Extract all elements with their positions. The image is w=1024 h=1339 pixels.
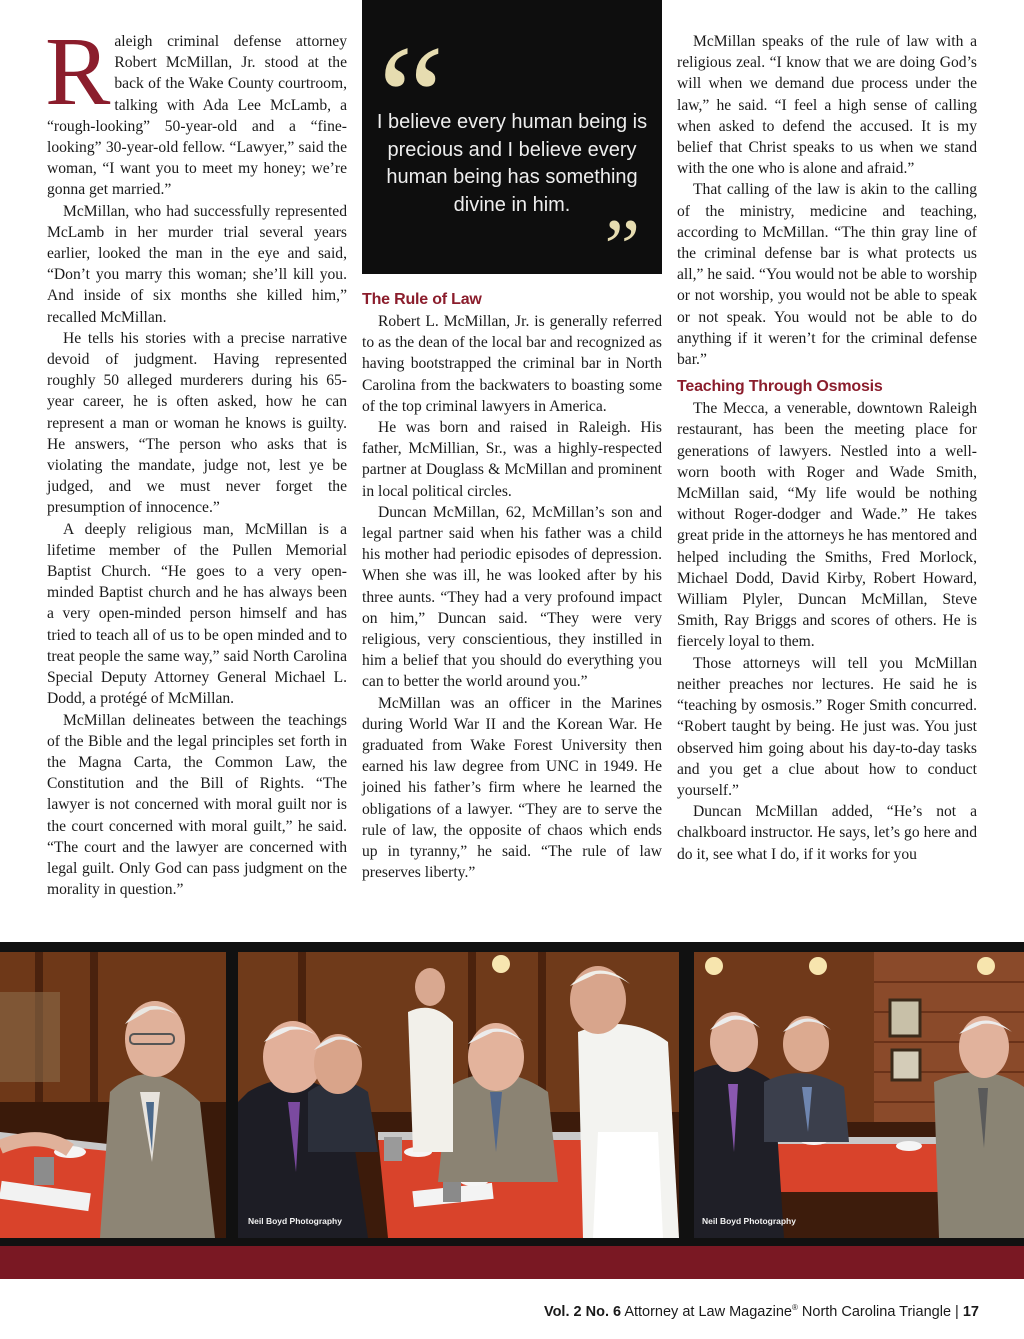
volume-number: Vol. 2 No. 6 (543, 1303, 622, 1320)
section-heading-osmosis: Teaching Through Osmosis (677, 378, 883, 396)
article-column-2 (362, 290, 662, 883)
pull-quote-box (362, 0, 662, 292)
paragraph: Duncan McMillan added, “He’s not a chalkboard instructor. He says, let’s go here and do it, see what I do, if it works for you (677, 803, 977, 863)
paragraph: He was born and raised in Raleigh. His father, McMillian, Sr., was a highly-respected partner at Douglass & McMillan and prominent in local political circles. (362, 419, 662, 500)
paragraph: That calling of the law is akin to the calling of the ministry, medicine and teaching, according to McMillan. “The thin gray line of the criminal defense bar is what protects us all,” he said. “You would not be able to worship or not worship, you would not be able to speak or not speak. You would not be able to do anything if it weren’t for the criminal defense bar.” (677, 181, 977, 369)
footer-separator: | (955, 1303, 959, 1320)
paragraph: McMillan delineates between the teachings of the Bible and the legal principles set forth in the Magna Carta, the Common Law, the Constitution and the Bill of Rights. “The lawyer is not concerned with moral guilt nor is the court concerned with moral guilt,” he said. “The court and the lawyer are concerned with legal guilt. Only God can pass judgment on the morality in question.” (47, 711, 347, 899)
open-quote-icon: “ (378, 15, 445, 181)
magazine-name: Attorney at Law Magazine (624, 1303, 792, 1320)
footer-band (0, 1246, 1024, 1279)
paragraph: McMillan was an officer in the Marines during World War II and the Korean War. He graduated from Wake Forest University then earned his law degree from UNC in 1949. He joined his father’s firm where he learned the obligations of a lawyer. “They are to serve the rule of law, the opposite of chaos which ends up in tyranny,” he said. “The rule of law preserves liberty.” (362, 694, 662, 882)
region-name: North Carolina Triangle (801, 1303, 952, 1320)
page-footer (544, 1303, 979, 1320)
paragraph: aleigh criminal defense attorney Robert McMillan, Jr. stood at the back of the Wake County courtroom, talking with Ada Lee McLamb, a “rough-looking” 50-year-old and a “fine-looking” 30-year-old fellow. “Lawyer,” said the woman, “I want you to meet my honey; we’re gonna get married.” (47, 33, 347, 199)
paragraph: A deeply religious man, McMillan is a lifetime member of the Pullen Memorial Baptist Church. “He goes to a very open-minded Baptist church and he has always been a very open-minded person himself and has tried to teach all of us to be open minded and to treat people the same way,” said North Carolina Special Deputy Attorney General Michael L. Dodd, a protégé of McMillan. (47, 520, 347, 708)
paragraph: Those attorneys will tell you McMillan neither preaches nor lectures. He said he is “teaching by osmosis.” Roger Smith concurred. “Robert taught by being. He just was. You just observed him going about his day-to-day tasks and you get a clue about how to conduct yourself.” (677, 654, 977, 799)
section-heading-rule-of-law: The Rule of Law (362, 291, 482, 308)
article-column-3 (677, 31, 977, 865)
photo-strip (0, 942, 1024, 1246)
paragraph: Robert L. McMillan, Jr. is generally referred to as the dean of the local bar and recognized as having bootstrapped the criminal bar in North Carolina from the backwaters to boasting some of the top criminal lawyers in America. (362, 313, 662, 415)
photo-2-illustration (238, 952, 679, 1238)
close-quote-icon: ” (604, 204, 640, 292)
paragraph: The Mecca, a venerable, downtown Raleigh restaurant, has been the meeting place for generations of lawyers. Nestled into a well-worn booth with Roger and Wade Smith, McMillan said, “My life would be nothing without Roger-dodger and Wade.” He takes great pride in the attorneys he has mentored and helped including the Smiths, Fred Morlock, Michael Dodd, David Kirby, Robert Howard, William Plyler, Duncan McMillan, Steve Smith, Ray Briggs and scores of others. He is fiercely loyal to them. (677, 400, 977, 651)
restaurant-photo-3 (694, 952, 1024, 1238)
page-number: 17 (962, 1303, 979, 1320)
photo-3-illustration (694, 952, 1024, 1238)
pull-quote-text: I believe every human being is precious and I believe every human being has something divine in him. (376, 111, 648, 216)
photo-1-illustration (0, 952, 226, 1238)
registered-mark: ® (791, 1303, 798, 1312)
paragraph: McMillan speaks of the rule of law with a religious zeal. “I know that we are doing God’s will when we demand due process under the law,” he said. “I feel a high sense of calling when asked to defend the accused. It is my belief that Christ speaks to us when we stand with the one who is alone and afraid.” (677, 33, 977, 178)
paragraph: McMillan, who had successfully represented McLamb in her murder trial several years earlier, looked the man in the eye and said, “Don’t you marry this woman; she’ll kill you. And inside of six months she killed him,” recalled McMillan. (47, 202, 347, 326)
restaurant-photo-1 (0, 952, 226, 1238)
article-column-1 (45, 18, 347, 900)
paragraph: Duncan McMillan, 62, McMillan’s son and legal partner said when his father was a child his mother had periodic episodes of depression. When she was ill, he was looked after by his three aunts. “They had a very profound impact on him,” Duncan said. “They were very religious, very conscientious, they instilled in him a belief that you should do everything you can to better the world around you.” (362, 503, 662, 691)
restaurant-photo-2 (238, 952, 679, 1238)
drop-cap: R (45, 18, 111, 126)
photo-credit: Neil Boyd Photography (702, 1216, 796, 1226)
photo-credit: Neil Boyd Photography (248, 1216, 342, 1226)
paragraph: He tells his stories with a precise narrative devoid of judgment. Having represented roughly 50 alleged murderers during his 65-year career, he is often asked, how he can represent a man or woman he knows is guilty. He answers, “The person who asks that is violating the mandate, judge not, lest ye be judged, and we must never forget the presumption of innocence.” (47, 329, 347, 517)
